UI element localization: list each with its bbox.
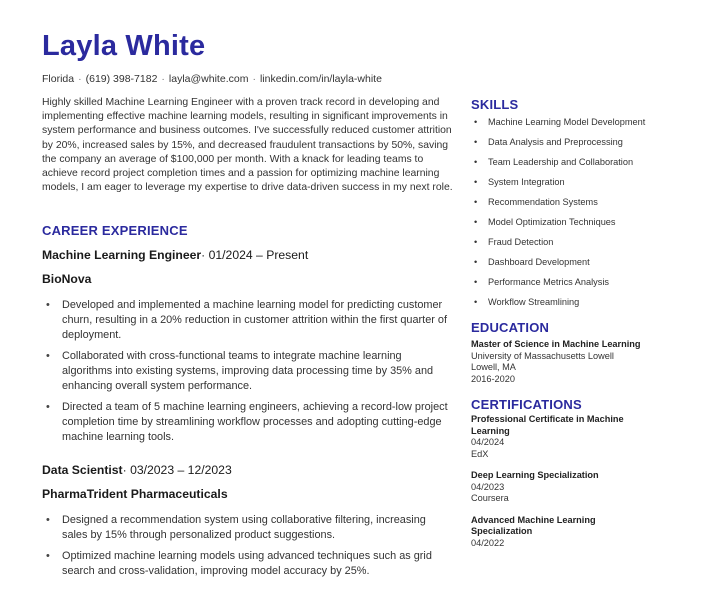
experience-heading: CAREER EXPERIENCE: [42, 223, 188, 239]
education-section: [471, 320, 646, 385]
education-location: Lowell, MA: [471, 362, 516, 372]
certification-date: 04/2023: [471, 481, 505, 492]
contact-location: Florida: [42, 73, 75, 85]
certification-name: Advanced Machine Learning Specialization: [471, 514, 596, 536]
contact-phone: (619) 398-7182: [85, 73, 158, 85]
list-item: [42, 349, 454, 394]
bullet-icon: •: [474, 177, 478, 187]
education-school: University of Massachusetts Lowell: [471, 350, 614, 361]
contact-line: [42, 73, 382, 85]
bullet-text: Directed a team of 5 machine learning engineers, achieving a record-low project completion time by streamlining workflow processes and adopting cutting-edge machine learning tools.: [62, 401, 448, 444]
list-item: [471, 296, 646, 308]
job-header: [42, 248, 454, 262]
certification-entry: [471, 414, 646, 460]
list-item: [471, 116, 646, 128]
list-item: [471, 256, 646, 268]
education-years: 2016-2020: [471, 373, 515, 384]
bullet-icon: •: [474, 217, 478, 227]
certifications-heading: CERTIFICATIONS: [471, 397, 582, 412]
certification-date: 04/2024: [471, 437, 505, 447]
list-item: [471, 236, 646, 248]
list-item: [42, 298, 454, 343]
bullet-text: Optimized machine learning models using advanced techniques such as grid search and cross-validation, improving model accuracy by 25%.: [62, 550, 432, 578]
certification-name: Deep Learning Specialization: [471, 470, 599, 480]
job-bullets: [42, 513, 454, 579]
bullet-icon: •: [46, 514, 50, 527]
contact-linkedin[interactable]: linkedin.com/in/layla-white: [259, 73, 382, 85]
certification-entry: [471, 515, 646, 550]
job-dates: 01/2024 – Present: [208, 248, 309, 263]
education-degree: Master of Science in Machine Learning: [471, 339, 641, 349]
bullet-icon: •: [474, 297, 478, 307]
bullet-icon: •: [46, 350, 50, 363]
bullet-icon: •: [474, 237, 478, 247]
certification-entry: [471, 470, 646, 505]
skill-text: Team Leadership and Collaboration: [488, 157, 634, 167]
job-company: BioNova: [42, 272, 92, 287]
job-bullets: [42, 298, 454, 445]
skill-text: Workflow Streamlining: [488, 297, 580, 307]
bullet-icon: •: [474, 277, 478, 287]
list-item: [471, 216, 646, 228]
skill-text: Recommendation Systems: [488, 197, 598, 207]
bullet-icon: •: [46, 550, 50, 563]
separator-dot: ·: [78, 73, 82, 85]
skill-text: Performance Metrics Analysis: [488, 277, 610, 287]
contact-email[interactable]: layla@white.com: [168, 73, 249, 85]
list-item: [471, 156, 646, 168]
job-header: [42, 463, 454, 477]
bullet-icon: •: [474, 117, 478, 127]
left-column: [42, 96, 454, 585]
bullet-icon: •: [474, 137, 478, 147]
certification-name: Professional Certificate in Machine Learning: [471, 414, 624, 436]
skill-text: Data Analysis and Preprocessing: [488, 137, 623, 147]
job-role: Machine Learning Engineer: [42, 248, 202, 263]
bullet-text: Developed and implemented a machine learning model for predicting customer churn, resulting in a 20% reduction in customer attrition within the first quarter of deployment.: [62, 299, 447, 342]
skill-text: Fraud Detection: [488, 237, 554, 247]
job-entry: [42, 248, 454, 445]
separator-dot: ·: [252, 73, 256, 85]
job-dates: 03/2023 – 12/2023: [130, 463, 232, 478]
bullet-icon: •: [46, 299, 50, 312]
skill-text: Machine Learning Model Development: [488, 117, 646, 127]
right-column: [471, 97, 646, 559]
job-role: Data Scientist: [42, 463, 123, 478]
list-item: [42, 400, 454, 445]
list-item: [471, 276, 646, 288]
skills-list: [471, 116, 646, 308]
skill-text: Dashboard Development: [488, 257, 590, 267]
list-item: [42, 513, 454, 543]
skills-heading: SKILLS: [471, 97, 519, 112]
job-entry: [42, 463, 454, 579]
certification-date: 04/2022: [471, 537, 505, 548]
skill-text: System Integration: [488, 177, 565, 187]
list-item: [42, 549, 454, 579]
list-item: [471, 196, 646, 208]
bullet-text: Designed a recommendation system using collaborative filtering, increasing sales by 15% through personalized product suggestions.: [62, 514, 426, 542]
bullet-text: Collaborated with cross-functional teams to integrate machine learning algorithms into existing systems, improving data processing time by 35% and enhancing overall system performance.: [62, 350, 434, 393]
separator-dot: ·: [161, 73, 165, 85]
bullet-icon: •: [474, 157, 478, 167]
list-item: [471, 176, 646, 188]
skill-text: Model Optimization Techniques: [488, 217, 616, 227]
bullet-icon: •: [474, 257, 478, 267]
certifications-section: [471, 397, 646, 549]
certification-issuer: Coursera: [471, 493, 509, 503]
job-sep: ·: [201, 248, 209, 263]
bullet-icon: •: [474, 197, 478, 207]
candidate-name: Layla White: [42, 30, 206, 62]
job-sep: ·: [122, 463, 131, 478]
education-heading: EDUCATION: [471, 320, 550, 335]
job-company: PharmaTrident Pharmaceuticals: [42, 487, 228, 502]
summary-paragraph: Highly skilled Machine Learning Engineer with a proven track record in developing and implementing effective machine learning models, resulting in significant improvements in system performance and business outcomes. I've successfully reduced customer attrition by 20%, increased sales by 15%, and decreased fraudulent transactions by 50%, saving the company an average of $100,000 per month. With a knack for leading teams to achieve record project completion times and a passion for optimizing machine learning models, I am eager to leverage my expertise to drive data-driven success in my next role.: [42, 97, 453, 194]
education-entry: [471, 339, 646, 385]
bullet-icon: •: [46, 401, 50, 414]
list-item: [471, 136, 646, 148]
certification-issuer: EdX: [471, 448, 489, 459]
